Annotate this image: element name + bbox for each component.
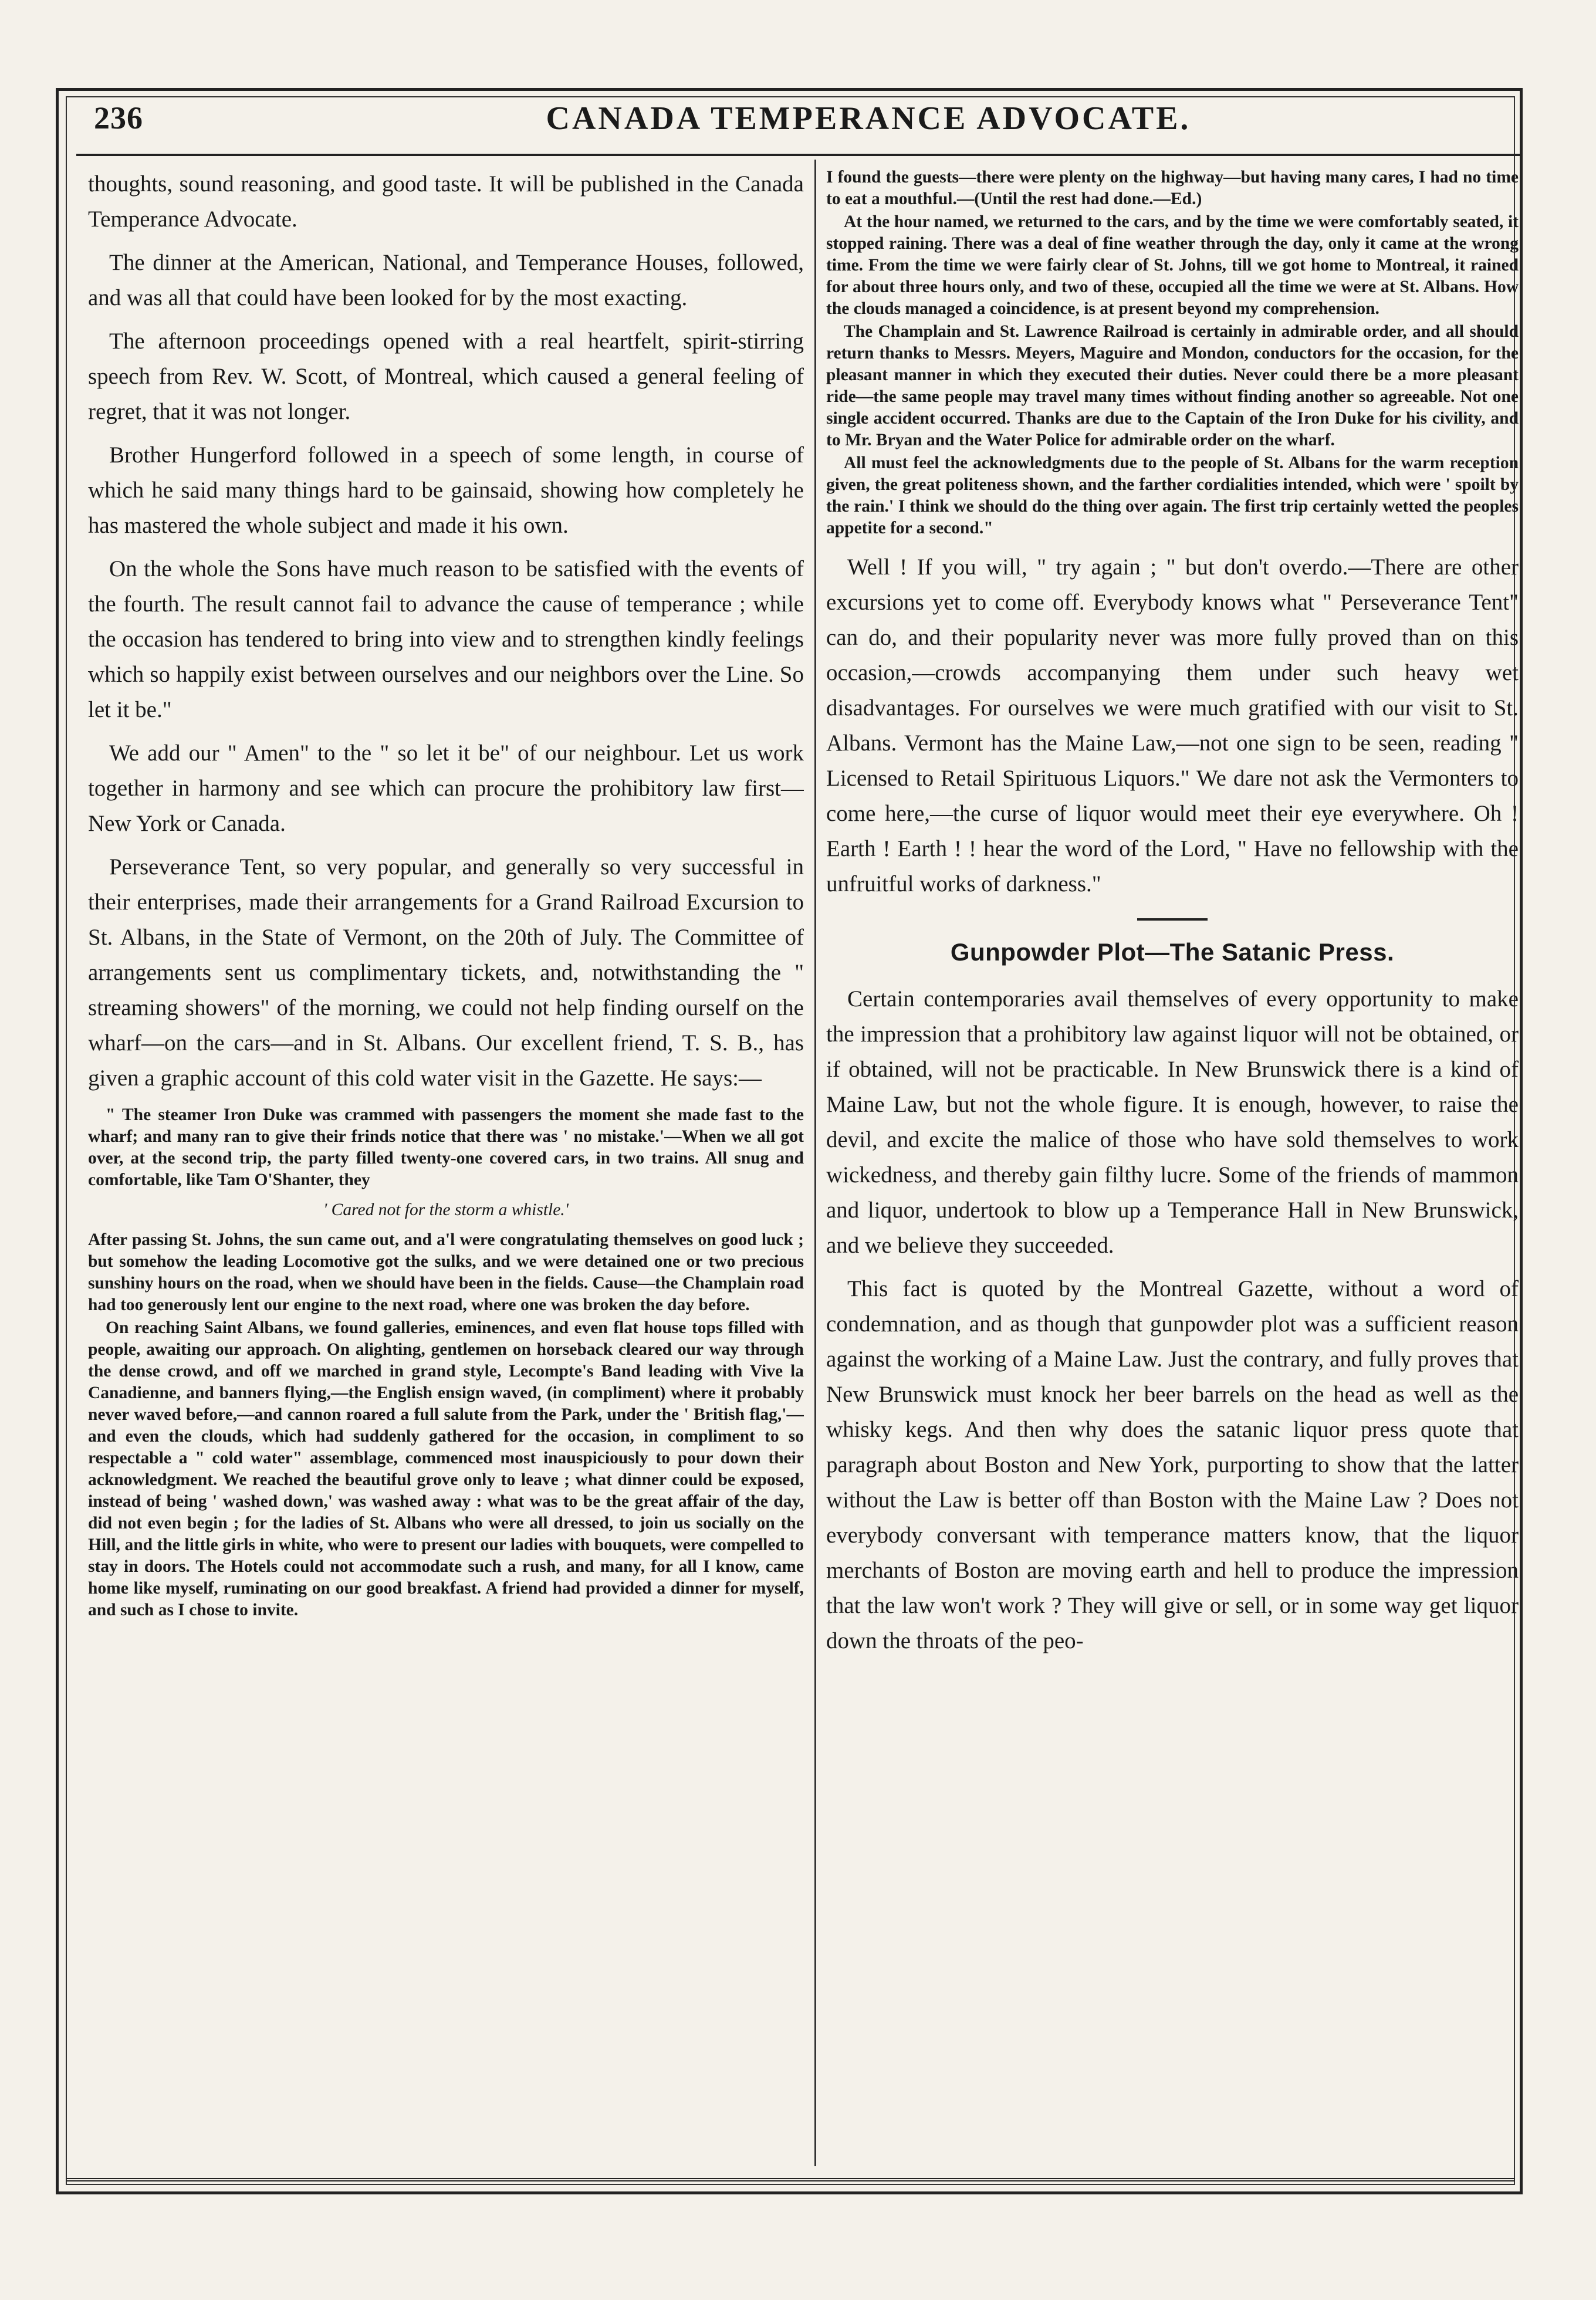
right-small-text (826, 167, 1519, 539)
right-large-text-2 (826, 982, 1519, 1659)
page-number: 236 (94, 100, 143, 136)
paragraph: The dinner at the American, National, and Temperance Houses, followed, and was all that could have been looked for by the most exacting. (88, 250, 804, 310)
paragraph: We add our " Amen" to the " so let it be" of our neighbour. Let us work together in harmony and see which can procure the prohibitory law first—New York or Canada. (88, 740, 804, 836)
paragraph: Certain contemporaries avail themselves of every opportunity to make the impression that a prohibitory law against liquor will not be obtained, or if obtained, will not be practicable. In New Brunswick there is a kind of Maine Law, but not the whole figure. It is enough, however, to raise the devil, and excite the malice of those who have sold themselves to work wickedness, and thereby gain filthy lucre. Some of the friends of mammon and liquor, undertook to blow up a Temperance Hall in New Brunswick, and we believe they succeeded. (826, 986, 1519, 1258)
paragraph: Well ! If you will, " try again ; " but don't overdo.—There are other excursions yet to come off. Everybody knows what " Perseverance Tent" can do, and their popularity never was more fully proved than on this occasion,—crowds accompanying them under such heavy wet disadvantages. For ourselves we were much gratified with our visit to St. Albans. Vermont has the Maine Law,—not one sign to be seen, reading " Licensed to Retail Spirituous Liquors." We dare not ask the Vermonters to come here,—the curse of liquor would meet their eye everywhere. Oh ! Earth ! Earth ! ! hear the word of the Lord, " Have no fellowship with the unfruitful works of darkness." (826, 554, 1519, 897)
quoted-paragraph: All must feel the acknowledgments due to the people of St. Albans for the warm reception given, the great politeness shown, and the farther cordialities intended, which were ' spoilt by the rain.' I think we should do the thing over again. The first trip certainly wetted the peoples appetite for a second." (826, 454, 1519, 537)
left-small-text (88, 1104, 804, 1621)
paragraph: Perseverance Tent, so very popular, and generally so very successful in their enterprises, made their arrangements for a Grand Railroad Excursion to St. Albans, in the State of Vermont, on the 20th of July. The Committee of arrangements sent us complimentary tickets, and, notwithstanding the " streaming showers" of the morning, we could not help finding ourself on the wharf—on the cars—and in St. Albans. Our excellent friend, T. S. B., has given a graphic account of this cold water visit in the Gazette. He says:— (88, 854, 804, 1091)
header-rule (76, 154, 1520, 156)
section-separator (1137, 918, 1208, 921)
quoted-paragraph: At the hour named, we returned to the cars, and by the time we were comfortably seated, it stopped raining. There was a deal of fine weather through the day, only it came at the wrong time. From the time we were fairly clear of St. Johns, till we got home to Montreal, it rained for about three hours only, and two of these, occupied all the time we were at St. Albans. How the clouds managed a coincidence, is at present beyond my comprehension. (826, 212, 1519, 318)
right-column (826, 167, 1519, 2173)
quoted-paragraph: I found the guests—there were plenty on the highway—but having many cares, I had no time to eat a mouthful.—(Until the rest had done.—Ed.) (826, 168, 1519, 208)
paragraph: The afternoon proceedings opened with a real heartfelt, spirit-stirring speech from Rev. W. Scott, of Montreal, which caused a general feeling of regret, that it was not longer. (88, 329, 804, 424)
paragraph: Brother Hungerford followed in a speech of some length, in course of which he said many things hard to be gainsaid, showing how completely he has mastered the whole subject and made it his own. (88, 442, 804, 538)
paragraph: This fact is quoted by the Montreal Gazette, without a word of condemnation, and as though that gunpowder plot was a sufficient reason against the working of a Maine Law. Just the contrary, and fully proves that New Brunswick must knock her beer barrels on the head as well as the whisky kegs. And then why does the satanic liquor press quote that paragraph about Boston and New York, purporting to show that the latter without the Law is better off than Boston with the Maine Law ? Does not everybody conversant with temperance matters know, that the liquor merchants of Boston are moving earth and hell to produce the impression that the law won't work ? They will give or sell, or in some way get liquor down the throats of the peo- (826, 1276, 1519, 1653)
quoted-paragraph: On reaching Saint Albans, we found galleries, eminences, and even flat house tops filled with people, awaiting our approach. On alighting, gentlemen on horseback cleared our way through the dense crowd, and off we marched in grand style, Lecompte's Band leading with Vive la Canadienne, and banners flying,—the English ensign waved, (in compliment) where it probably never waved before,—and cannon roared a full salute from the Park, under the ' British flag,'—and even the clouds, which had suddenly gathered for the occasion, in compliment to so respectable a " cold water" assemblage, commenced most inauspiciously to pour down their acknowledgment. We reached the beautiful grove only to leave ; what dinner could be exposed, instead of being ' washed down,' was washed away : what was to be the great affair of the day, did not even begin ; for the ladies of St. Albans who were all dressed, to join us socially on the Hill, and the little girls in white, who were to present our ladies with bouquets, were compelled to stay in doors. The Hotels could not accommodate such a rush, and many, for all I know, came home like myself, ruminating on our good breakfast. A friend had provided a dinner for myself, and such as I chose to invite. (88, 1318, 804, 1619)
quote-line: ' Cared not for the storm a whistle.' (323, 1200, 569, 1219)
quoted-paragraph: The Champlain and St. Lawrence Railroad is certainly in admirable order, and all should return thanks to Messrs. Meyers, Maguire and Mondon, conductors for the occasion, for the pleasant manner in which they executed their duties. Never could there be a more pleasant ride—the same people may travel many times without finding another so agreeable. Not one single accident occurred. Thanks are due to the Captain of the Iron Duke for his civility, and to Mr. Bryan and the Water Police for admirable order on the wharf. (826, 322, 1519, 449)
bottom-rule (66, 2178, 1515, 2181)
column-divider (814, 160, 816, 2166)
section-heading: Gunpowder Plot—The Satanic Press. (950, 938, 1395, 966)
quoted-paragraph: After passing St. Johns, the sun came out, and a'l were congratulating themselves on good luck ; but somehow the leading Locomotive got the sulks, and we were detained one or two precious sunshiny hours on the road, when we should have been in the fields. Cause—the Champlain road had too generously lent our engine to the next road, where one was broken the day before. (88, 1230, 804, 1314)
quoted-paragraph: " The steamer Iron Duke was crammed with passengers the moment she made fast to the wharf; and many ran to give their frinds notice that there was ' no mistake.'—When we all got over, at the second trip, the party filled twenty-one covered cars, in two trains. All snug and comfortable, like Tam O'Shanter, they (88, 1105, 804, 1189)
right-large-text-1 (826, 550, 1519, 902)
paragraph: On the whole the Sons have much reason to be satisfied with the events of the fourth. The result cannot fail to advance the cause of temperance ; while the occasion has tendered to bring into view and to strengthen kindly feelings which so happily exist between ourselves and our neighbors over the Line. So let it be." (88, 556, 804, 722)
left-column (88, 167, 804, 2173)
publication-title: CANADA TEMPERANCE ADVOCATE. (546, 100, 1191, 137)
left-large-text (88, 167, 804, 1096)
paragraph: thoughts, sound reasoning, and good taste. It will be published in the Canada Temperance Advocate. (88, 171, 804, 232)
